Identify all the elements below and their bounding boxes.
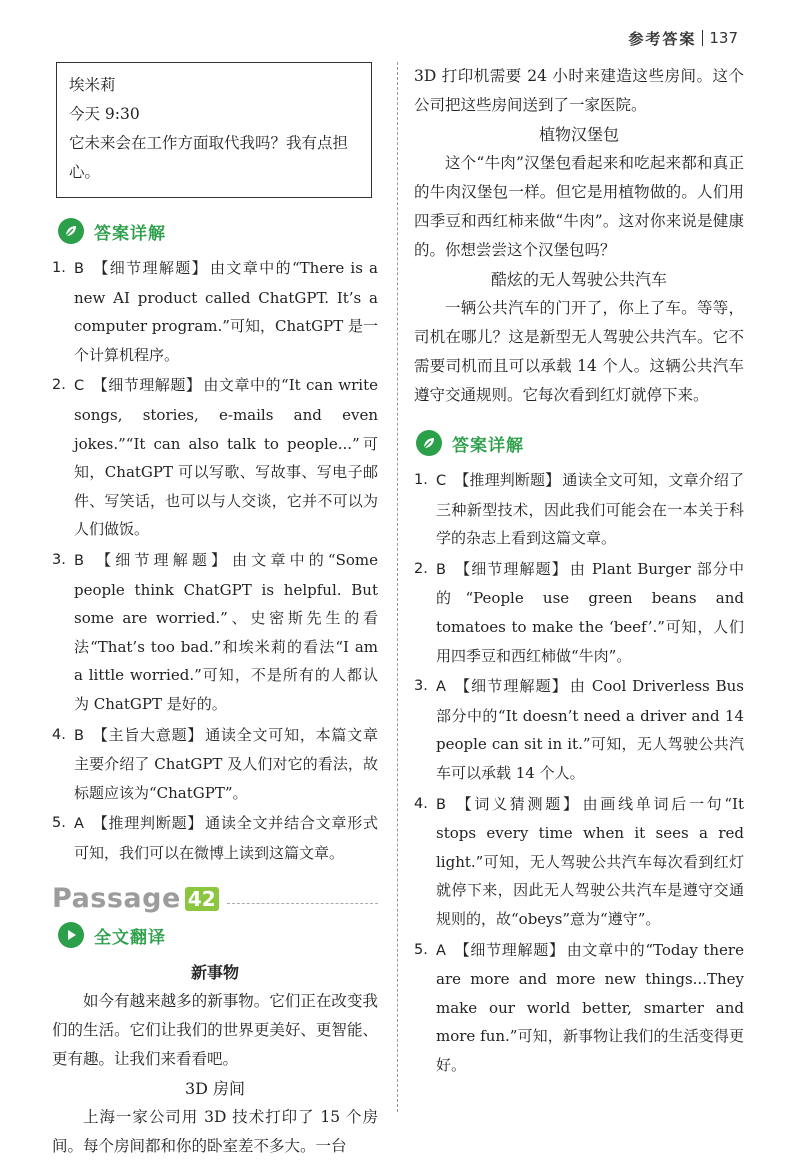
answer-item xyxy=(414,672,744,787)
translation-intro: 如今有越来越多的新事物。它们正在改变我们的生活。它们让我们的世界更美好、更智能、更有趣。让我们来看看吧。 xyxy=(52,992,378,1069)
subsection-title: 3D 房间 xyxy=(184,1079,246,1099)
answers-label: 答案详解 xyxy=(452,435,524,456)
answer-letter: B xyxy=(74,727,84,744)
question-type-tag: 【细节理解题】 xyxy=(91,259,209,277)
right-column xyxy=(414,62,744,1081)
leaf-icon xyxy=(58,218,84,244)
passage-heading xyxy=(52,883,378,914)
answer-letter: B xyxy=(74,261,84,277)
answer-letter: A xyxy=(74,816,84,833)
translation-heading xyxy=(52,922,378,948)
answer-item xyxy=(52,254,378,369)
column-divider xyxy=(397,62,398,1112)
question-type-tag: 【细节理解题】 xyxy=(91,550,231,569)
answer-explanation: 通读全文可知，文章介绍了三种新型技术，因此我们可能会在一本关于科学的杂志上看到这篇文章。 xyxy=(436,471,744,548)
answers-heading xyxy=(414,430,744,456)
subsection-text: 上海一家公司用 3D 技术打印了 15 个房间。每个房间都和你的卧室差不多大。一台 xyxy=(52,1108,378,1156)
answer-item xyxy=(414,466,744,553)
dialog-line: 今天 9:30 xyxy=(69,105,140,123)
translation-title: 新事物 xyxy=(190,963,239,983)
question-type-tag: 【细节理解题】 xyxy=(453,677,568,696)
answer-number: 3. xyxy=(52,551,66,568)
dialog-line: 埃米莉 xyxy=(69,76,116,94)
answer-number: 5. xyxy=(52,815,66,832)
answer-number: 5. xyxy=(414,941,428,958)
question-type-tag: 【细节理解题】 xyxy=(453,559,568,578)
question-type-tag: 【细节理解题】 xyxy=(453,940,565,959)
question-type-tag: 【推理判断题】 xyxy=(91,814,204,833)
section-name: 参考答案 xyxy=(628,29,697,48)
answer-number: 1. xyxy=(414,472,428,488)
answer-item xyxy=(52,371,378,544)
answers-label: 答案详解 xyxy=(94,223,166,244)
answer-explanation: 由文章中的“Today there are more and more new things...They make our world better, smarter and more fun.”可知，新事物让我们的生活变得更好。 xyxy=(436,940,744,1074)
answer-letter: A xyxy=(436,942,446,959)
answer-explanation: 通读全文可知，本篇文章主要介绍了 ChatGPT 及人们对它的看法，故标题应该为“ChatGPT”。 xyxy=(74,725,378,802)
answer-letter: B xyxy=(74,552,84,569)
answer-explanation: 由画线单词后一句“It stops every time when it sees a red light.”可知，无人驾驶公共汽车每次看到红灯就停下来，因此无人驾驶公共汽车是遵守交通规则的，故“obeys”意为“遵守”。 xyxy=(436,794,744,928)
answer-number: 2. xyxy=(414,560,428,577)
answer-list xyxy=(414,466,744,1079)
answer-letter: B xyxy=(436,561,446,578)
leaf-icon xyxy=(416,430,442,456)
answer-number: 2. xyxy=(52,377,66,394)
answer-item xyxy=(52,546,378,719)
answer-explanation: 通读全文并结合文章形式可知，我们可以在微博上读到这篇文章。 xyxy=(74,814,378,862)
left-column xyxy=(52,62,378,1161)
page-number: 137 xyxy=(709,29,738,47)
passage-rule xyxy=(227,903,378,904)
answer-item xyxy=(52,809,378,867)
answer-explanation: 由 Plant Burger 部分中的“People use green beans and tomatoes to make the ‘beef’.”可知，人们用四季豆和西红柿做“牛肉”。 xyxy=(436,559,744,665)
answer-number: 4. xyxy=(52,726,66,743)
header-divider xyxy=(702,30,703,46)
subsection-text: 这个“牛肉”汉堡包看起来和吃起来都和真正的牛肉汉堡包一样。但它是用植物做的。人们用四季豆和西红柿来做“牛肉”。这对你来说是健康的。你想尝尝这个汉堡包吗？ xyxy=(414,154,744,259)
question-type-tag: 【推理判断题】 xyxy=(454,471,561,489)
answer-number: 4. xyxy=(414,795,428,812)
answer-explanation: 由文章中的“It can write songs, stories, e-mails and even jokes.”“It can also talk to people...”可知，ChatGPT 可以写歌、写故事、写电子邮件、写笑话，也可以与人交谈，它并不可以为人们做饭。 xyxy=(74,376,378,539)
answer-number: 3. xyxy=(414,678,428,695)
answers-heading xyxy=(52,218,378,244)
dialog-line: 它未来会在工作方面取代我吗？我有点担心。 xyxy=(69,134,349,181)
answer-letter: C xyxy=(436,473,447,489)
dialog-box xyxy=(56,62,372,198)
subsection-title: 酷炫的无人驾驶公共汽车 xyxy=(490,270,667,289)
answer-item xyxy=(414,936,744,1080)
answer-letter: C xyxy=(74,378,85,395)
answer-explanation: 由 Cool Driverless Bus 部分中的“It doesn’t need a driver and 14 people can sit in it.”可知，无人驾驶公共汽车可以承载 14 个人。 xyxy=(436,677,744,782)
answer-number: 1. xyxy=(52,260,66,276)
page-header xyxy=(628,26,738,50)
answer-letter: B xyxy=(436,796,446,813)
answer-item xyxy=(414,790,744,934)
question-type-tag: 【词义猜测题】 xyxy=(453,794,581,813)
passage-word: Passage xyxy=(52,883,181,915)
subsection-title: 植物汉堡包 xyxy=(538,125,619,144)
subsection-text: 一辆公共汽车的门开了，你上了车。等等，司机在哪儿？这是新型无人驾驶公共汽车。它不需要司机而且可以承载 14 个人。这辆公共汽车遵守交通规则。它每次看到红灯就停下来。 xyxy=(414,299,744,404)
passage-number: 42 xyxy=(185,887,219,911)
answer-explanation: 由文章中的“There is a new AI product called ChatGPT. It’s a computer program.”可知，ChatGPT 是一个计算机程序。 xyxy=(74,259,378,364)
translation-label: 全文翻译 xyxy=(94,927,166,948)
question-type-tag: 【主旨大意题】 xyxy=(91,725,204,744)
answer-explanation: 由文章中的“Some people think ChatGPT is helpful. But some are worried.”、史密斯先生的看法“That’s too bad.”和埃米莉的看法“I am a little worried.”可知，不是所有的人都认为 ChatGPT 是好的。 xyxy=(74,550,378,713)
question-type-tag: 【细节理解题】 xyxy=(92,376,202,395)
play-icon xyxy=(58,922,84,948)
answer-list xyxy=(52,254,378,867)
subsection-text: 3D 打印机需要 24 小时来建造这些房间。这个公司把这些房间送到了一家医院。 xyxy=(414,67,744,114)
answer-item xyxy=(52,721,378,808)
answer-item xyxy=(414,555,744,670)
answer-letter: A xyxy=(436,679,446,696)
